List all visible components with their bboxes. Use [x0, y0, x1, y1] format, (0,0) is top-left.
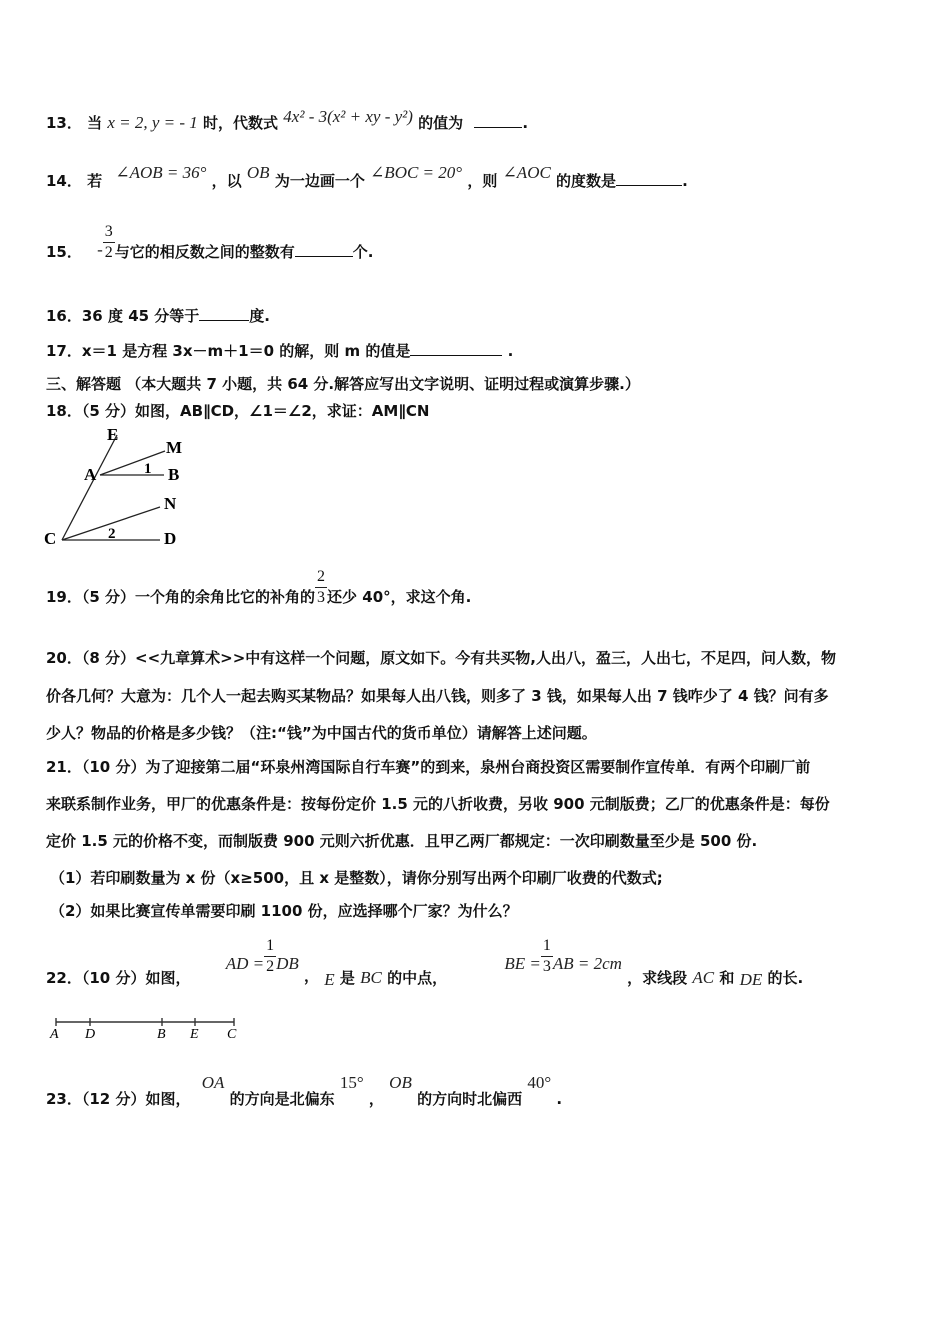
q23-dir2: 的方向时北偏西: [417, 1090, 523, 1108]
question-15: [46, 222, 374, 263]
q23-oa: OA: [201, 1073, 225, 1092]
q22-comma: ，: [304, 967, 320, 985]
q22-de: DE: [739, 970, 763, 989]
q22-he: 和: [719, 969, 735, 987]
question-19: [46, 567, 471, 608]
q15-tail: 与它的相反数之间的整数有: [114, 243, 295, 261]
label-a: A: [50, 1027, 59, 1042]
q14-angle-boc: ∠BOC = 20°: [370, 163, 463, 182]
q14-ob: OB: [246, 163, 270, 182]
q20-line-1: 20．（8 分）<<九章算术>>中有这样一个问题，原文如下。今有共买物,人出八，盈三，人出七，不足四，问人数，物: [46, 649, 837, 667]
q17-answer-blank: [410, 340, 502, 356]
q22-db: DB: [276, 954, 299, 973]
label-c: C: [44, 529, 57, 548]
q15-fraction-denominator: 2: [104, 244, 113, 261]
q14-mid: 为一边画一个: [274, 172, 365, 190]
label-m: M: [166, 438, 183, 457]
q14-ze: ，则: [467, 172, 498, 190]
q22-bc: BC: [360, 968, 382, 987]
q14-number: 14．: [46, 172, 82, 190]
section-heading: 三、解答题 （本大题共 7 小题，共 64 分.解答应写出文字说明、证明过程或演算步骤.）: [46, 375, 640, 393]
q15-fraction: [103, 222, 115, 263]
label-e: E: [190, 1027, 199, 1042]
q17-end: .: [507, 342, 514, 360]
q22-fraction-1: [264, 936, 276, 977]
question-17: [46, 340, 513, 361]
q13-condition: x = 2, y = - 1: [107, 113, 198, 132]
q15-number: 15．: [46, 243, 82, 261]
q15-answer-blank: [295, 241, 353, 257]
q14-tail: 的度数是: [556, 172, 617, 190]
q13-answer-blank: [474, 112, 522, 128]
question-14: [46, 163, 688, 191]
label-n: N: [164, 494, 177, 513]
q23-ob: OB: [389, 1073, 412, 1092]
q23-deg1: 15°: [339, 1073, 364, 1092]
q23-end: .: [556, 1090, 563, 1108]
q14-end: .: [682, 172, 688, 190]
q15-end: 个.: [352, 243, 374, 261]
q22-ad: AD =: [225, 954, 265, 973]
q22-midpoint: 的中点，: [387, 969, 448, 987]
label-b: B: [157, 1027, 166, 1042]
q18-figure: [40, 422, 210, 554]
q22-fraction-2: [541, 936, 553, 977]
q22-end: 的长.: [767, 969, 804, 987]
label-angle-2: 2: [108, 526, 116, 542]
q14-angle-aob: ∠AOB = 36°: [115, 163, 207, 182]
q23-comma: ，: [368, 1090, 384, 1108]
q22-be: BE =: [504, 954, 541, 973]
q21-sub-question-1: （1）若印刷数量为 x 份（x≥500，且 x 是整数），请你分别写出两个印刷厂收费的代数式;: [50, 869, 663, 887]
q14-answer-blank: [616, 170, 682, 186]
q23-lead: 23．（12 分）如图，: [46, 1090, 191, 1108]
q22-ab: AB = 2cm: [552, 954, 622, 973]
question-23: [46, 1072, 563, 1108]
q16-end: 度.: [249, 307, 270, 325]
q13-text: 时，代数式: [203, 114, 279, 132]
q16-answer-blank: [199, 305, 249, 321]
q15-fraction-numerator: 3: [103, 222, 115, 243]
q19-lead: 19．（5 分）一个角的余角比它的补角的: [46, 588, 316, 606]
question-18: 18．（5 分）如图，AB∥CD，∠1＝∠2，求证：AM∥CN: [46, 402, 430, 420]
q23-deg2: 40°: [527, 1073, 552, 1092]
question-22: [46, 936, 804, 989]
label-b: B: [168, 465, 180, 484]
q13-when: 当: [87, 114, 103, 132]
q15-negative-sign: -: [97, 240, 103, 259]
q13-number: 13．: [46, 114, 82, 132]
q22-ac: AC: [692, 968, 715, 987]
q19-fraction-denominator: 3: [317, 589, 326, 606]
q22-lead: 22．（10 分）如图，: [46, 969, 191, 987]
question-20: [46, 640, 906, 753]
q20-line-2: 价各几何？大意为：几个人一起去购买某物品？如果每人出八钱，则多了 3 钱，如果每人出 7 钱咋少了 4 钱？问有多: [46, 686, 829, 705]
label-d: D: [164, 529, 177, 548]
q21-line-1: 21．（10 分）为了迎接第二届“环泉州湾国际自行车赛”的到来，泉州台商投资区需要制作宣传单．有两个印刷厂前: [46, 758, 811, 776]
q21-sub-question-2: （2）如果比赛宣传单需要印刷 1100 份，应选择哪个厂家？为什么？: [50, 902, 518, 920]
q22-figure: [44, 1012, 244, 1042]
q22-e: E: [324, 970, 335, 989]
q22-shi: 是: [339, 969, 355, 987]
q13-tail: 的值为: [418, 114, 464, 132]
q14-yi: ，以: [211, 172, 242, 190]
label-c: C: [227, 1027, 237, 1042]
q22-fraction-2-numerator: 1: [541, 936, 553, 957]
q21-line-2: 来联系制作业务，甲厂的优惠条件是：按每份定价 1.5 元的八折收费，另收 900 元制版费；乙厂的优惠条件是：每份: [46, 795, 830, 813]
q21-line-3: 定价 1.5 元的价格不变，而制版费 900 元则六折优惠．且甲乙两厂都规定：一次印刷数量至少是 500 份.: [46, 832, 758, 850]
question-16: [46, 305, 270, 326]
q22-fraction-1-denominator: 2: [266, 958, 275, 975]
q16-text: 16．36 度 45 分等于: [46, 307, 200, 325]
q13-expression: 4x² - 3(x² + xy - y²): [283, 107, 413, 126]
q22-fraction-2-denominator: 3: [542, 958, 551, 975]
label-e: E: [107, 425, 119, 444]
label-a: A: [84, 465, 97, 484]
q22-fraction-1-numerator: 1: [264, 936, 276, 957]
q22-qiu: ，求线段: [627, 969, 688, 987]
label-angle-1: 1: [144, 461, 152, 477]
q19-fraction-numerator: 2: [315, 567, 327, 588]
line-am: [100, 451, 165, 475]
q19-fraction: [315, 567, 327, 608]
q14-ruo: 若: [87, 172, 103, 190]
q20-line-3: 少人？物品的价格是多少钱？（注:“钱”为中国古代的货币单位）请解答上述问题。: [46, 724, 597, 742]
q19-tail: 还少 40°，求这个角.: [327, 588, 472, 606]
question-13: [46, 107, 529, 133]
label-d: D: [85, 1027, 96, 1042]
question-21: [46, 749, 906, 860]
q14-angle-aoc: ∠AOC: [502, 163, 551, 182]
q13-end: .: [522, 114, 529, 132]
q23-dir1: 的方向是北偏东: [229, 1090, 335, 1108]
q17-text: 17．x＝1 是方程 3x－m＋1＝0 的解，则 m 的值是: [46, 342, 411, 360]
